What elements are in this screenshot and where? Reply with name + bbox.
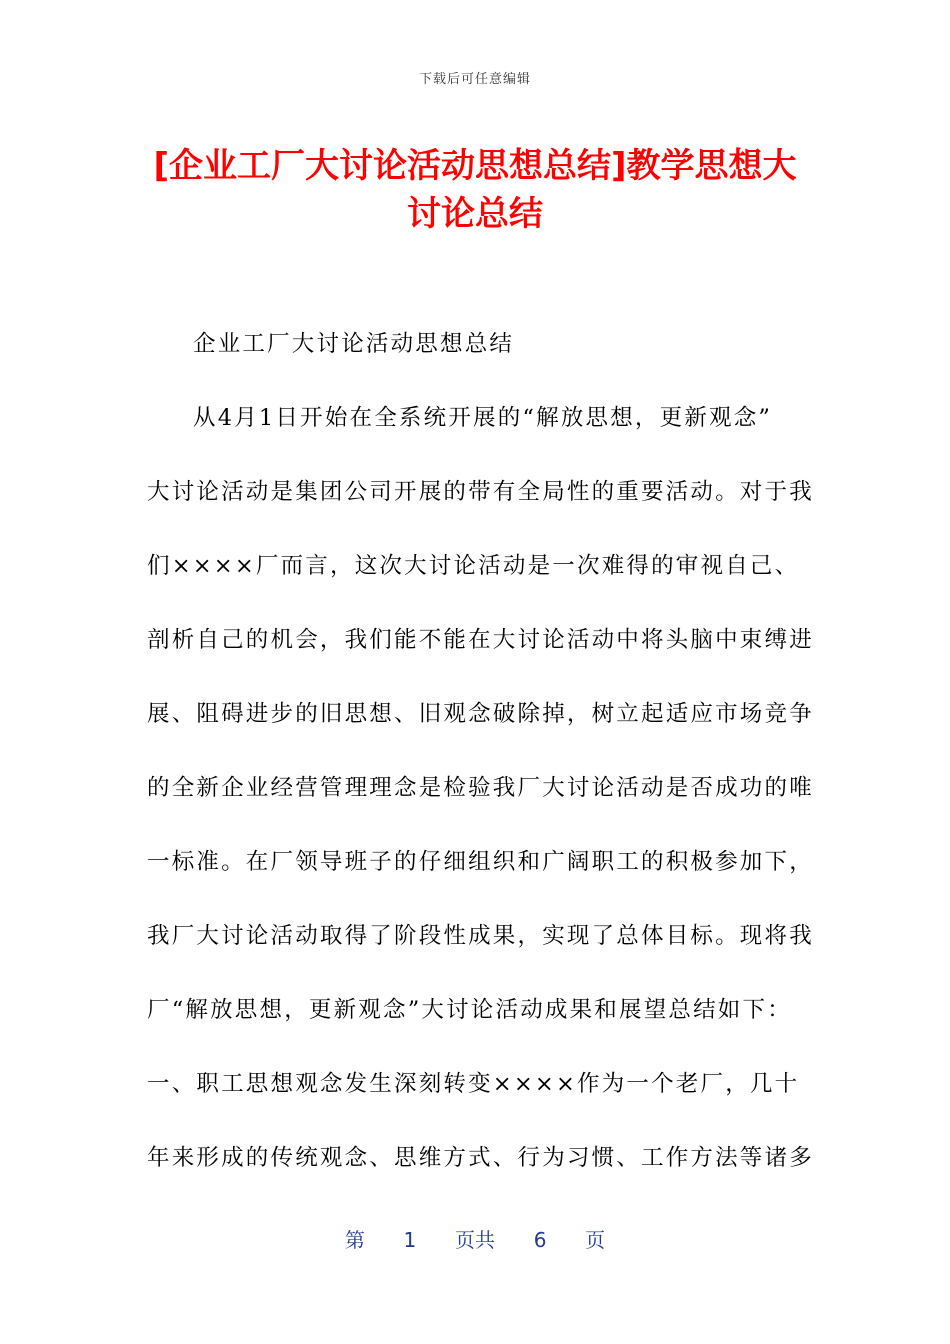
section-subheading: 企业工厂大讨论活动思想总结 (193, 331, 515, 357)
paragraph-line: 大讨论活动是集团公司开展的带有全局性的重要活动。对于我 (147, 479, 814, 505)
paragraph-line: 一、职工思想观念发生深刻转变××××作为一个老厂，几十 (147, 1071, 800, 1097)
document-title (120, 142, 830, 238)
paragraph-line: 展、阻碍进步的旧思想、旧观念破除掉，树立起适应市场竞争 (147, 701, 814, 727)
footer-total-pages: 6 (533, 1228, 547, 1252)
paragraph-line: 年来形成的传统观念、思维方式、行为习惯、工作方法等诸多 (147, 1145, 814, 1171)
paragraph-line: 厂“解放思想，更新观念”大讨论活动成果和展望总结如下： (147, 997, 792, 1023)
paragraph-line: 剖析自己的机会，我们能不能在大讨论活动中将头脑中束缚进 (147, 627, 814, 653)
footer-middle: 页共 (455, 1228, 495, 1252)
paragraph-line: 一标准。在厂领导班子的仔细组织和广阔职工的积极参加下， (147, 849, 814, 875)
header-note: 下载后可任意编辑 (418, 72, 531, 87)
paragraph-line: 我厂大讨论活动取得了阶段性成果，实现了总体目标。现将我 (147, 923, 814, 949)
footer-prefix: 第 (344, 1228, 365, 1252)
paragraph-line: 从4月1日开始在全系统开展的“解放思想，更新观念” (193, 405, 773, 431)
paragraph-line: 们××××厂而言，这次大讨论活动是一次难得的审视自己、 (147, 553, 800, 579)
footer-suffix: 页 (585, 1228, 606, 1252)
page-footer (0, 1224, 950, 1253)
title-line-1: [企业工厂大讨论活动思想总结]教学思想大 (153, 146, 797, 186)
paragraph-line: 的全新企业经营管理理念是检验我厂大讨论活动是否成功的唯 (147, 775, 814, 801)
title-line-2: 讨论总结 (407, 194, 543, 234)
body-text (147, 322, 814, 1210)
footer-page-number: 1 (403, 1228, 417, 1252)
